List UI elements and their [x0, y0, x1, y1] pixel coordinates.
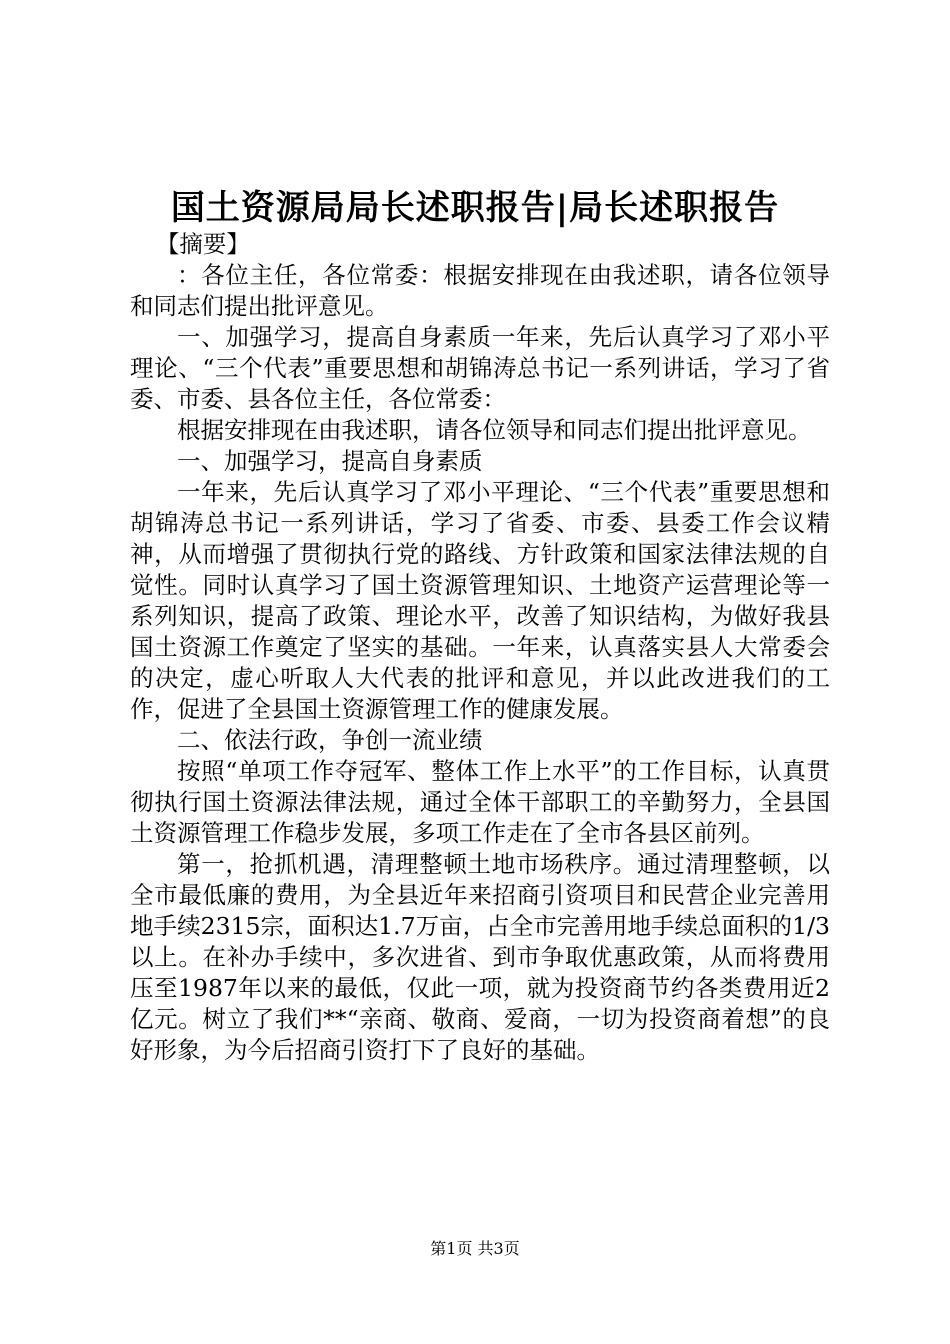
paragraph-first-point: 第一，抢抓机遇，清理整顿土地市场秩序。通过清理整顿，以全市最低廉的费用，为全县近年来招商引资项目和民营企业完善用地手续2315宗，面积达1.7万亩，占全市完善用地手续总面积的1/3以上。在补办手续中，多次进省、到市争取优惠政策，从而将费用压至1987年以来的最低，仅此一项，就为投资商节约各类费用近2亿元。树立了我们**“亲商、敬商、爱商，一切为投资商着想”的良好形象，为今后招商引资打下了良好的基础。 — [130, 850, 830, 1064]
paragraph-goals: 按照“单项工作夺冠军、整体工作上水平”的工作目标，认真贯彻执行国土资源法律法规，通过全体干部职工的辛勤努力，全县国土资源管理工作稳步发展，多项工作走在了全市各县区前列。 — [130, 757, 830, 847]
paragraph-intro: 根据安排现在由我述职，请各位领导和同志们提出批评意见。 — [177, 416, 812, 444]
page-footer: 第1页 共3页 — [430, 1239, 520, 1258]
paragraph-study: 一年来，先后认真学习了邓小平理论、“三个代表”重要思想和胡锦涛总书记一系列讲话，学习了省委、市委、县委工作会议精神，从而增强了贯彻执行党的路线、方针政策和国家法律法规的自觉性。同时认真学习了国土资源管理知识、土地资产运营理论等一系列知识，提高了政策、理论水平，改善了知识结构，为做好我县国土资源工作奠定了坚实的基础。一年来，认真落实县人大常委会的决定，虚心听取人大代表的批评和意见，并以此改进我们的工作，促进了全县国土资源管理工作的健康发展。 — [130, 478, 830, 723]
paragraph-abstract: 一、加强学习，提高自身素质一年来，先后认真学习了邓小平理论、“三个代表”重要思想和胡锦涛总书记一系列讲话，学习了省委、市委、县各位主任，各位常委： — [130, 323, 830, 413]
summary-heading: 【摘要】 — [155, 230, 250, 258]
section-heading-2: 二、依法行政，争创一流业绩 — [177, 726, 483, 754]
paragraph-opening: ：各位主任，各位常委：根据安排现在由我述职，请各位领导和同志们提出批评意见。 — [130, 261, 830, 320]
document-body — [130, 229, 830, 1066]
section-heading-1: 一、加强学习，提高自身素质 — [177, 447, 483, 475]
document-title: 国土资源局局长述职报告|局长述职报告 — [170, 188, 780, 228]
